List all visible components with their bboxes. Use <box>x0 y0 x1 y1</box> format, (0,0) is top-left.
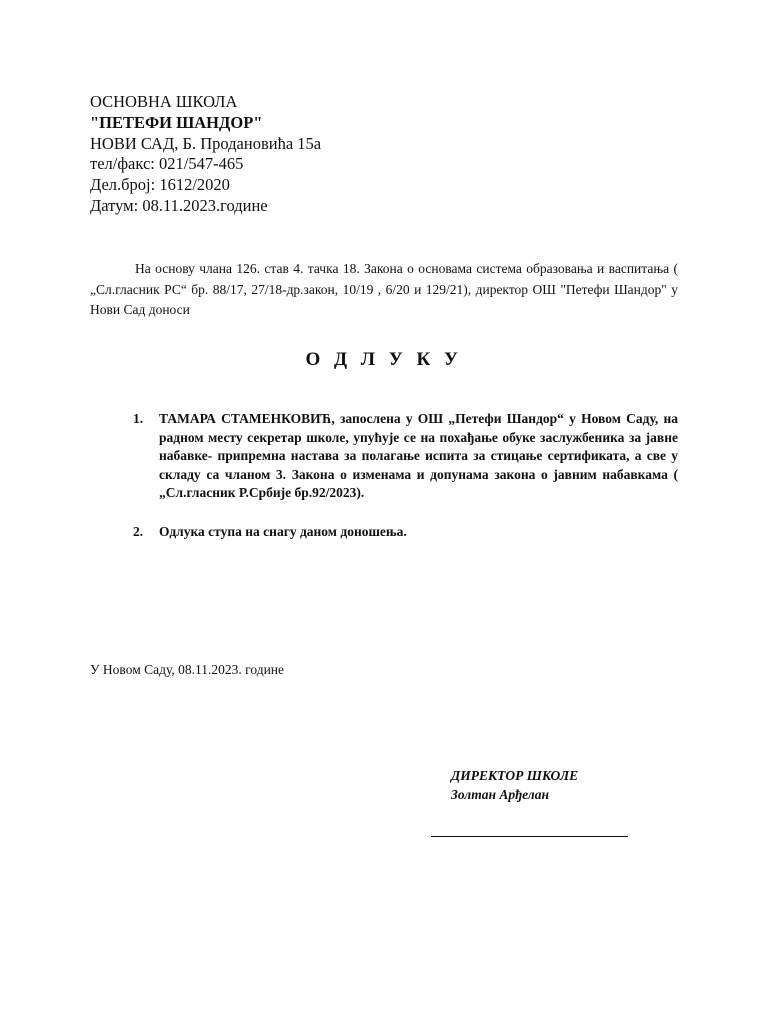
item-text: Одлука ступа на снагу даном доношења. <box>159 523 407 539</box>
school-type: ОСНОВНА ШКОЛА <box>90 92 238 111</box>
school-name: "ПЕТЕФИ ШАНДОР" <box>90 112 263 132</box>
signature-name: Золтан Арђелан <box>451 787 549 802</box>
signature-role: ДИРЕКТОР ШКОЛЕ <box>451 768 579 783</box>
signature-block <box>451 766 578 804</box>
signature-line <box>431 836 628 837</box>
item-number: 2. <box>133 523 144 539</box>
school-phone: тел/факс: 021/547-465 <box>90 154 244 174</box>
decision-items <box>133 410 678 541</box>
preamble-paragraph: На основу члана 126. став 4. тачка 18. Закона о основама система образовања и васпитања ( „Сл.гласник РС“ бр. 88/17, 27/18-др.закон, 10/19 , 6/20 и 129/21), директор ОШ "Петефи Шандор" у Нови Сад доноси <box>90 261 678 317</box>
document-date: Датум: 08.11.2023.године <box>90 195 268 215</box>
item-text: ТАМАРА СТАМЕНКОВИЋ, запослена у ОШ „Петефи Шандор“ у Новом Саду, на радном месту секретар школе, упућује се на похађање обуке заслужбеника за јавне набавке- припремна настава за полагање испита за стицање сертификата, а све у складу са чланом 3. Закона о изменама и допунама закона о јавним набавкама ( „Сл.гласник Р.Србије бр.92/2023). <box>159 411 678 500</box>
decision-item <box>133 523 678 542</box>
reference-number: Дел.број: 1612/2020 <box>90 175 230 195</box>
document-header <box>90 92 570 217</box>
school-address: НОВИ САД, Б. Продановића 15а <box>90 133 322 153</box>
document-title: О Д Л У К У <box>305 349 463 370</box>
decision-item <box>133 410 678 503</box>
place-and-date: У Новом Саду, 08.11.2023. године <box>90 662 285 677</box>
item-number: 1. <box>133 411 144 426</box>
